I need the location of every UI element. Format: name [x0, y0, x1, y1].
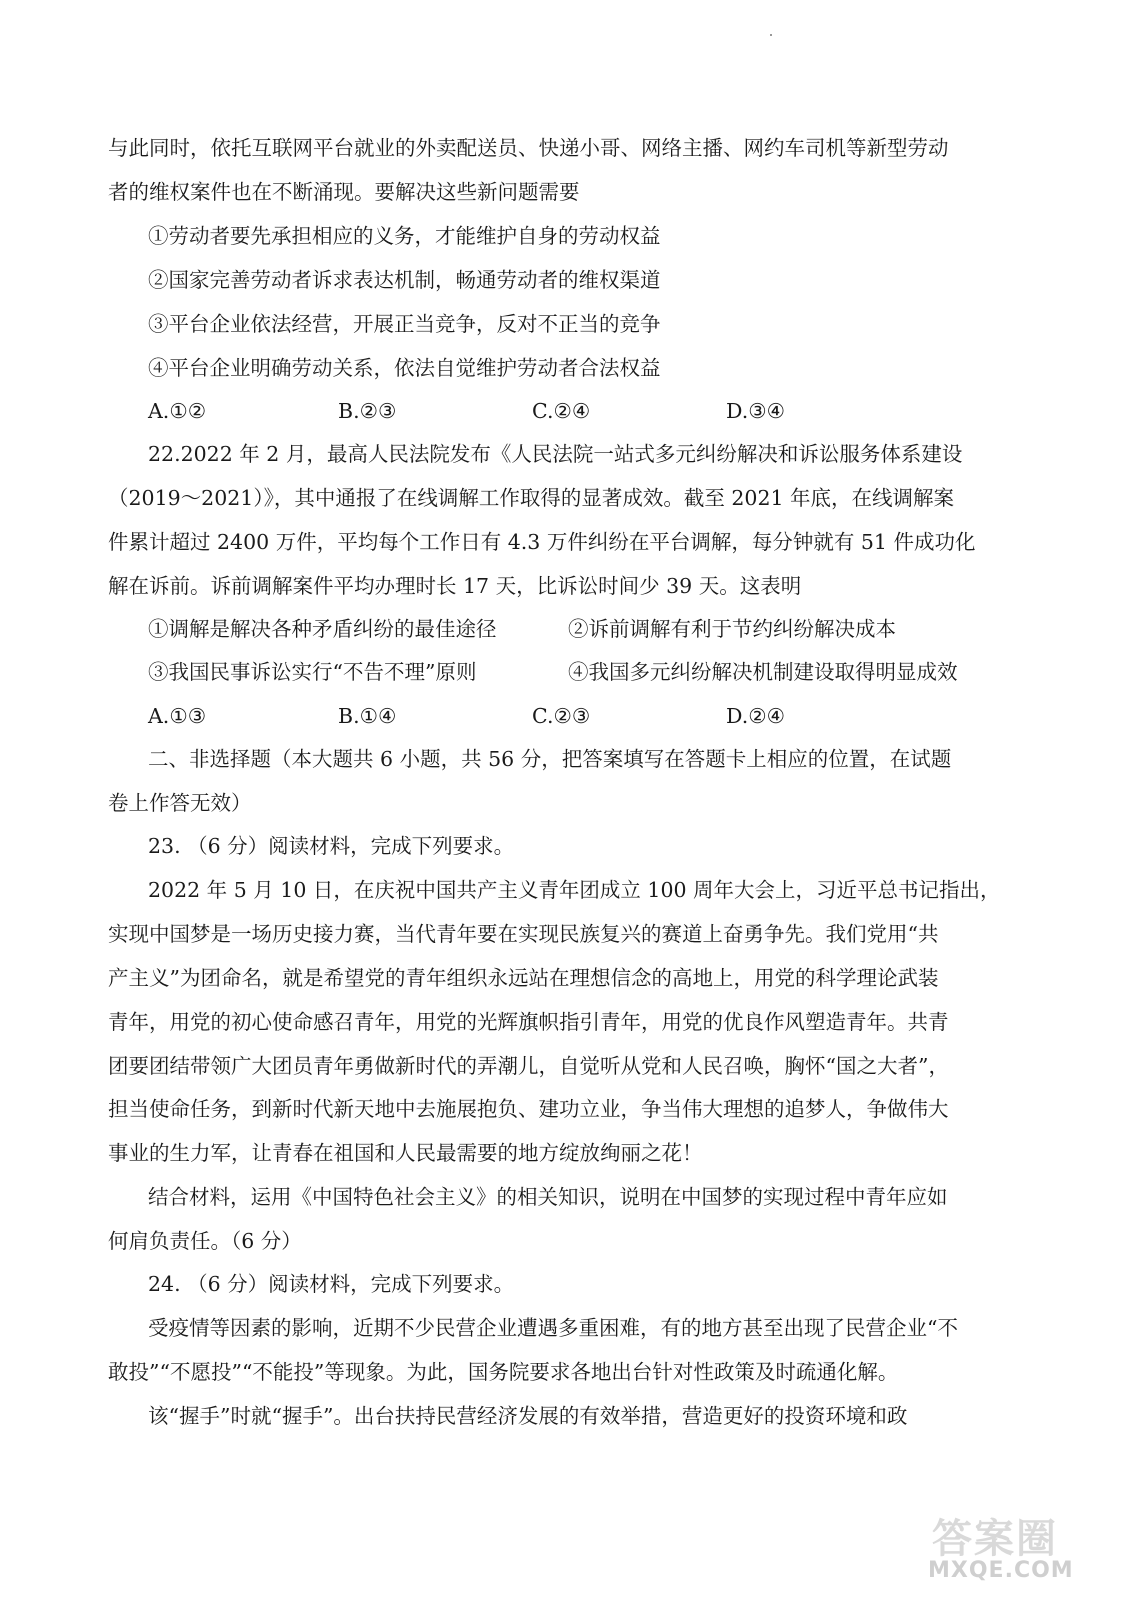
q22-stem-line4: 解在诉前。诉前调解案件平均办理时长 17 天，比诉讼时间少 39 天。这表明 — [108, 574, 802, 598]
q24-material-line3: 该“握手”时就“握手”。出台扶持民营经济发展的有效举措，营造更好的投资环境和政 — [148, 1404, 908, 1428]
q23-material-line3: 产主义”为团命名，就是希望党的青年组织永远站在理想信念的高地上，用党的科学理论武装 — [108, 966, 939, 990]
q21-option-d: D.③④ — [726, 399, 785, 423]
watermark-logo — [902, 1516, 1102, 1586]
section2-heading-line2: 卷上作答无效） — [108, 791, 252, 815]
q23-header: 23. （6 分）阅读材料，完成下列要求。 — [148, 834, 515, 858]
q21-item-3: ③平台企业依法经营，开展正当竞争，反对不正当的竞争 — [148, 312, 661, 336]
q23-material-line1: 2022 年 5 月 10 日，在庆祝中国共产主义青年团成立 100 周年大会上，习近平总书记指出， — [148, 878, 1001, 902]
q23-material-line7: 事业的生力军，让青春在祖国和人民最需要的地方绽放绚丽之花！ — [108, 1141, 703, 1165]
q22-items-row1 — [148, 614, 1028, 644]
q22-stem-line2: （2019～2021）》，其中通报了在线调解工作取得的显著成效。截至 2021 年底，在线调解案 — [108, 486, 955, 510]
q22-stem-line1: 22.2022 年 2 月，最高人民法院发布《人民法院一站式多元纠纷解决和诉讼服务体系建设 — [148, 442, 963, 466]
q22-item-3: ③我国民事诉讼实行“不告不理”原则 — [148, 660, 477, 684]
q21-stem-line2: 者的维权案件也在不断涌现。要解决这些新问题需要 — [108, 180, 580, 204]
q22-option-d: D.②④ — [726, 704, 785, 728]
watermark-title: 答案圈 — [932, 1515, 1058, 1562]
section2-heading-line1: 二、非选择题（本大题共 6 小题，共 56 分，把答案填写在答题卡上相应的位置，在试题 — [148, 747, 952, 771]
watermark-url: MXQE.COM — [928, 1558, 1074, 1583]
q23-material-line6: 担当使命任务，到新时代新天地中去施展抱负、建功立业，争当伟大理想的追梦人，争做伟大 — [108, 1097, 949, 1121]
q22-option-b: B.①④ — [338, 704, 397, 728]
q21-item-2: ②国家完善劳动者诉求表达机制，畅通劳动者的维权渠道 — [148, 268, 661, 292]
q21-item-4: ④平台企业明确劳动关系，依法自觉维护劳动者合法权益 — [148, 356, 661, 380]
q24-material-line1: 受疫情等因素的影响，近期不少民营企业遭遇多重困难，有的地方甚至出现了民营企业“不 — [148, 1316, 958, 1340]
q23-material-line4: 青年，用党的初心使命感召青年，用党的光辉旗帜指引青年，用党的优良作风塑造青年。共青 — [108, 1010, 949, 1034]
q23-question-line1: 结合材料，运用《中国特色社会主义》的相关知识，说明在中国梦的实现过程中青年应如 — [148, 1185, 948, 1209]
q24-material-line2: 敢投”“不愿投”“不能投”等现象。为此，国务院要求各地出台针对性政策及时疏通化解。 — [108, 1360, 899, 1384]
q22-items-row2 — [148, 657, 1028, 687]
q23-question-line2: 何肩负责任。（6 分） — [108, 1229, 302, 1253]
q21-item-1: ①劳动者要先承担相应的义务，才能维护自身的劳动权益 — [148, 224, 661, 248]
q21-options — [148, 396, 1028, 426]
q21-stem-line1: 与此同时，依托互联网平台就业的外卖配送员、快递小哥、网络主播、网约车司机等新型劳动 — [108, 136, 949, 160]
q24-header: 24. （6 分）阅读材料，完成下列要求。 — [148, 1272, 515, 1296]
q22-item-1: ①调解是解决各种矛盾纠纷的最佳途径 — [148, 617, 497, 641]
q22-option-a: A.①③ — [148, 704, 207, 728]
q21-option-c: C.②④ — [532, 399, 591, 423]
q21-option-a: A.①② — [148, 399, 207, 423]
q23-material-line2: 实现中国梦是一场历史接力赛，当代青年要在实现民族复兴的赛道上奋勇争先。我们党用“共 — [108, 922, 939, 946]
q21-option-b: B.②③ — [338, 399, 397, 423]
q22-item-4: ④我国多元纠纷解决机制建设取得明显成效 — [568, 660, 958, 684]
q22-option-c: C.②③ — [532, 704, 591, 728]
q23-material-line5: 团要团结带领广大团员青年勇做新时代的弄潮儿，自觉听从党和人民召唤，胸怀“国之大者”， — [108, 1054, 949, 1078]
q22-stem-line3: 件累计超过 2400 万件，平均每个工作日有 4.3 万件纠纷在平台调解，每分钟就有 51 件成功化 — [108, 530, 976, 554]
page-mark — [770, 34, 772, 36]
q22-options — [148, 701, 1028, 731]
q22-item-2: ②诉前调解有利于节约纠纷解决成本 — [568, 617, 896, 641]
